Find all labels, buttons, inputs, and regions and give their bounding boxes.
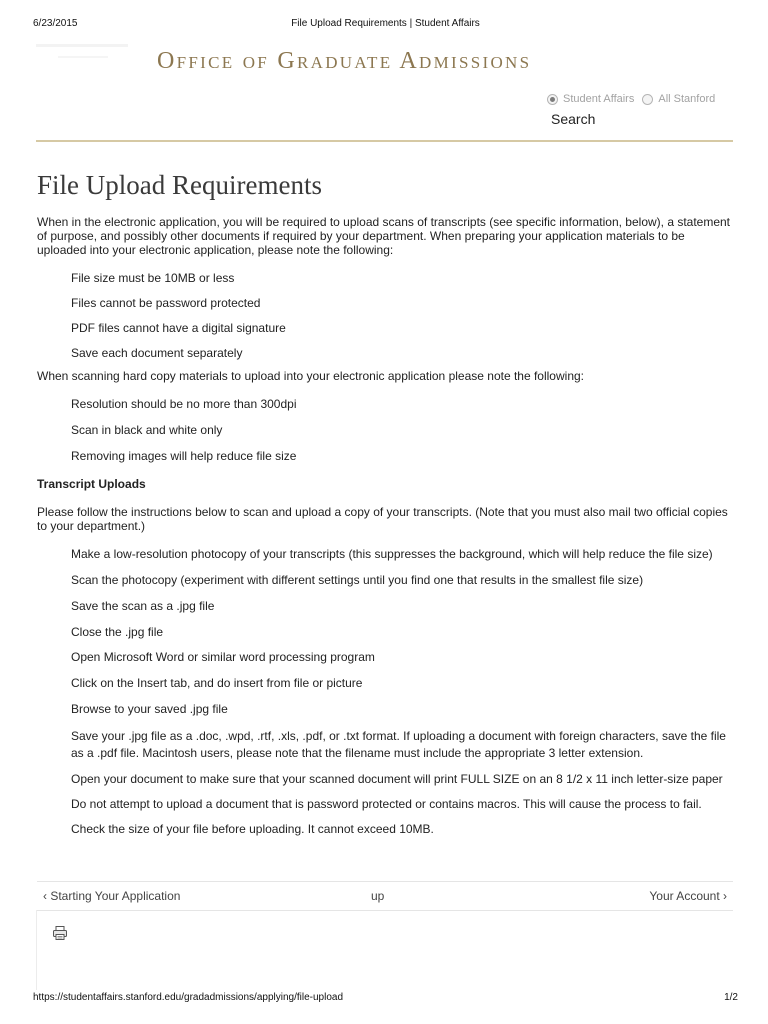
file-rules-list <box>37 271 733 360</box>
list-item: Scan in black and white only <box>71 423 223 437</box>
content-border <box>36 910 37 990</box>
up-link[interactable]: up <box>371 889 385 903</box>
main-content <box>37 215 733 836</box>
print-date: 6/23/2015 <box>33 18 78 29</box>
next-page-link[interactable]: Your Account › <box>649 889 727 903</box>
scope-label-student-affairs: Student Affairs <box>563 93 635 106</box>
print-header <box>33 18 738 32</box>
print-footer <box>33 992 738 1006</box>
book-navigation <box>37 881 733 911</box>
list-item: Browse to your saved .jpg file <box>71 702 228 716</box>
radio-student-affairs[interactable] <box>547 94 558 105</box>
transcript-heading: Transcript Uploads <box>37 477 146 491</box>
scope-label-all-stanford: All Stanford <box>658 93 716 106</box>
list-item: Scan the photocopy (experiment with different settings until you find one that results in the smallest file size) <box>71 573 644 587</box>
print-page-number: 1/2 <box>724 992 738 1003</box>
list-item: Save each document separately <box>71 346 243 360</box>
stanford-logo[interactable] <box>36 44 136 70</box>
print-page-title: File Upload Requirements | Student Affairs <box>291 18 480 29</box>
scanning-intro: When scanning hard copy materials to upload into your electronic application please note the following: <box>37 369 584 383</box>
header-divider <box>36 140 733 142</box>
list-item: Click on the Insert tab, and do insert from file or picture <box>71 676 363 690</box>
prev-page-link[interactable]: ‹ Starting Your Application <box>43 889 181 903</box>
list-item: Check the size of your file before uploading. It cannot exceed 10MB. <box>71 822 434 836</box>
printer-icon[interactable] <box>52 925 68 941</box>
list-item: Removing images will help reduce file size <box>71 449 297 463</box>
search-scope <box>547 93 723 105</box>
radio-all-stanford[interactable] <box>642 94 653 105</box>
intro-paragraph: When in the electronic application, you will be required to upload scans of transcripts (see specific information, below), a statement of purpose, and possibly other documents if required by your department. When preparing your application materials to be uploaded into your electronic application, please note the following: <box>37 215 731 257</box>
list-item: Open your document to make sure that your scanned document will print FULL SIZE on an 8 1/2 x 11 inch letter-size paper <box>71 772 723 786</box>
scanning-rules-list <box>37 397 733 463</box>
list-item: Open Microsoft Word or similar word processing program <box>71 650 375 664</box>
transcript-intro: Please follow the instructions below to scan and upload a copy of your transcripts. (Note that you must also mail two official copies to your department.) <box>37 505 728 533</box>
search-button[interactable]: Search <box>551 111 596 127</box>
print-url: https://studentaffairs.stanford.edu/gradadmissions/applying/file-upload <box>33 992 344 1003</box>
list-item: Resolution should be no more than 300dpi <box>71 397 297 411</box>
list-item: Make a low-resolution photocopy of your transcripts (this suppresses the background, which will help reduce the file size) <box>71 547 713 561</box>
list-item: Save the scan as a .jpg file <box>71 599 215 613</box>
site-title[interactable]: Office of Graduate Admissions <box>157 48 532 74</box>
page-title: File Upload Requirements <box>37 170 322 200</box>
list-item: Files cannot be password protected <box>71 296 261 310</box>
list-item: PDF files cannot have a digital signature <box>71 321 286 335</box>
list-item: Save your .jpg file as a .doc, .wpd, .rtf, .xls, .pdf, or .txt format. If uploading a document with foreign characters, save the file as a .pdf file. Macintosh users, please note that the filename must include the appropriate 3 letter extension. <box>71 729 726 760</box>
list-item: File size must be 10MB or less <box>71 271 235 285</box>
list-item: Do not attempt to upload a document that is password protected or contains macros. This will cause the process to fail. <box>71 797 702 811</box>
transcript-steps-list <box>37 547 733 836</box>
list-item: Close the .jpg file <box>71 625 164 639</box>
